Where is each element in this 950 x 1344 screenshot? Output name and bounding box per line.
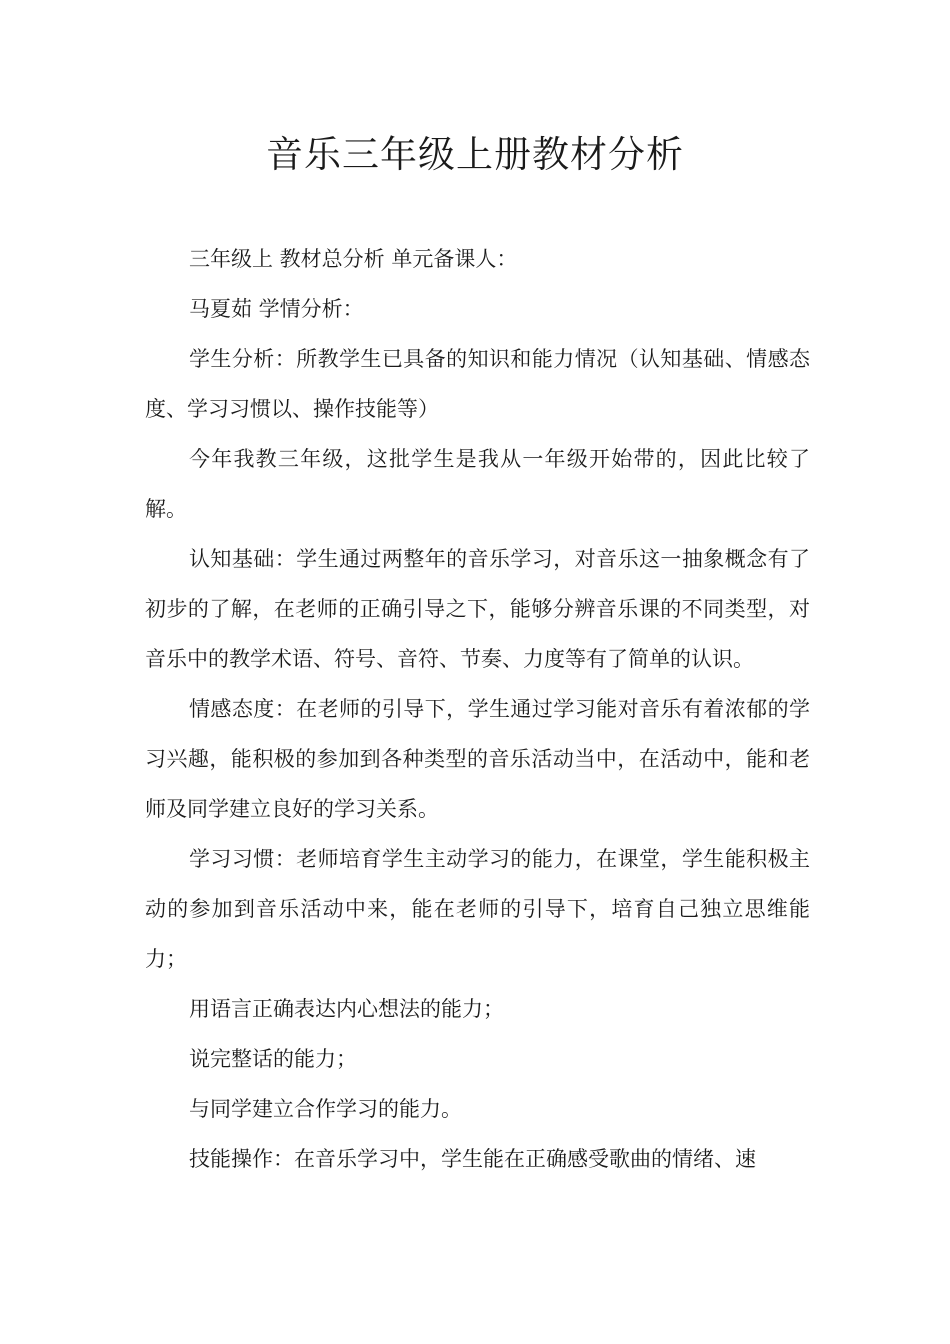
document-title: 音乐三年级上册教材分析: [266, 133, 684, 176]
paragraph-emotional-attitude: 情感态度：在老师的引导下，学生通过学习能对音乐有着浓郁的学习兴趣，能积极的参加到各种类型的音乐活动当中，在活动中，能和老师及同学建立良好的学习关系。: [145, 697, 810, 821]
paragraph-complete-speech: 说完整话的能力；: [189, 1047, 357, 1071]
paragraph-student-analysis: 学生分析：所教学生已具备的知识和能力情况（认知基础、情感态度、学习习惯以、操作技能等）: [145, 347, 810, 421]
paragraph-expression-ability: 用语言正确表达内心想法的能力；: [189, 997, 504, 1021]
paragraph-cognitive-basis: 认知基础：学生通过两整年的音乐学习，对音乐这一抽象概念有了初步的了解，在老师的正确引导之下，能够分辨音乐课的不同类型，对音乐中的教学术语、符号、音符、节奏、力度等有了简单的认识。: [145, 547, 810, 671]
paragraph-cooperation: 与同学建立合作学习的能力。: [189, 1097, 462, 1121]
paragraph-intro: 今年我教三年级，这批学生是我从一年级开始带的，因此比较了解。: [145, 447, 810, 521]
paragraph-skill-operation: 技能操作：在音乐学习中，学生能在正确感受歌曲的情绪、速: [189, 1147, 756, 1171]
paragraph-author: 马夏茹 学情分析：: [189, 297, 364, 321]
paragraph-learning-habits: 学习习惯：老师培育学生主动学习的能力，在课堂，学生能积极主动的参加到音乐活动中来，能在老师的引导下，培育自己独立思维能力；: [145, 847, 810, 971]
paragraph-header: 三年级上 教材总分析 单元备课人：: [189, 247, 518, 271]
document-body: [145, 234, 810, 1184]
